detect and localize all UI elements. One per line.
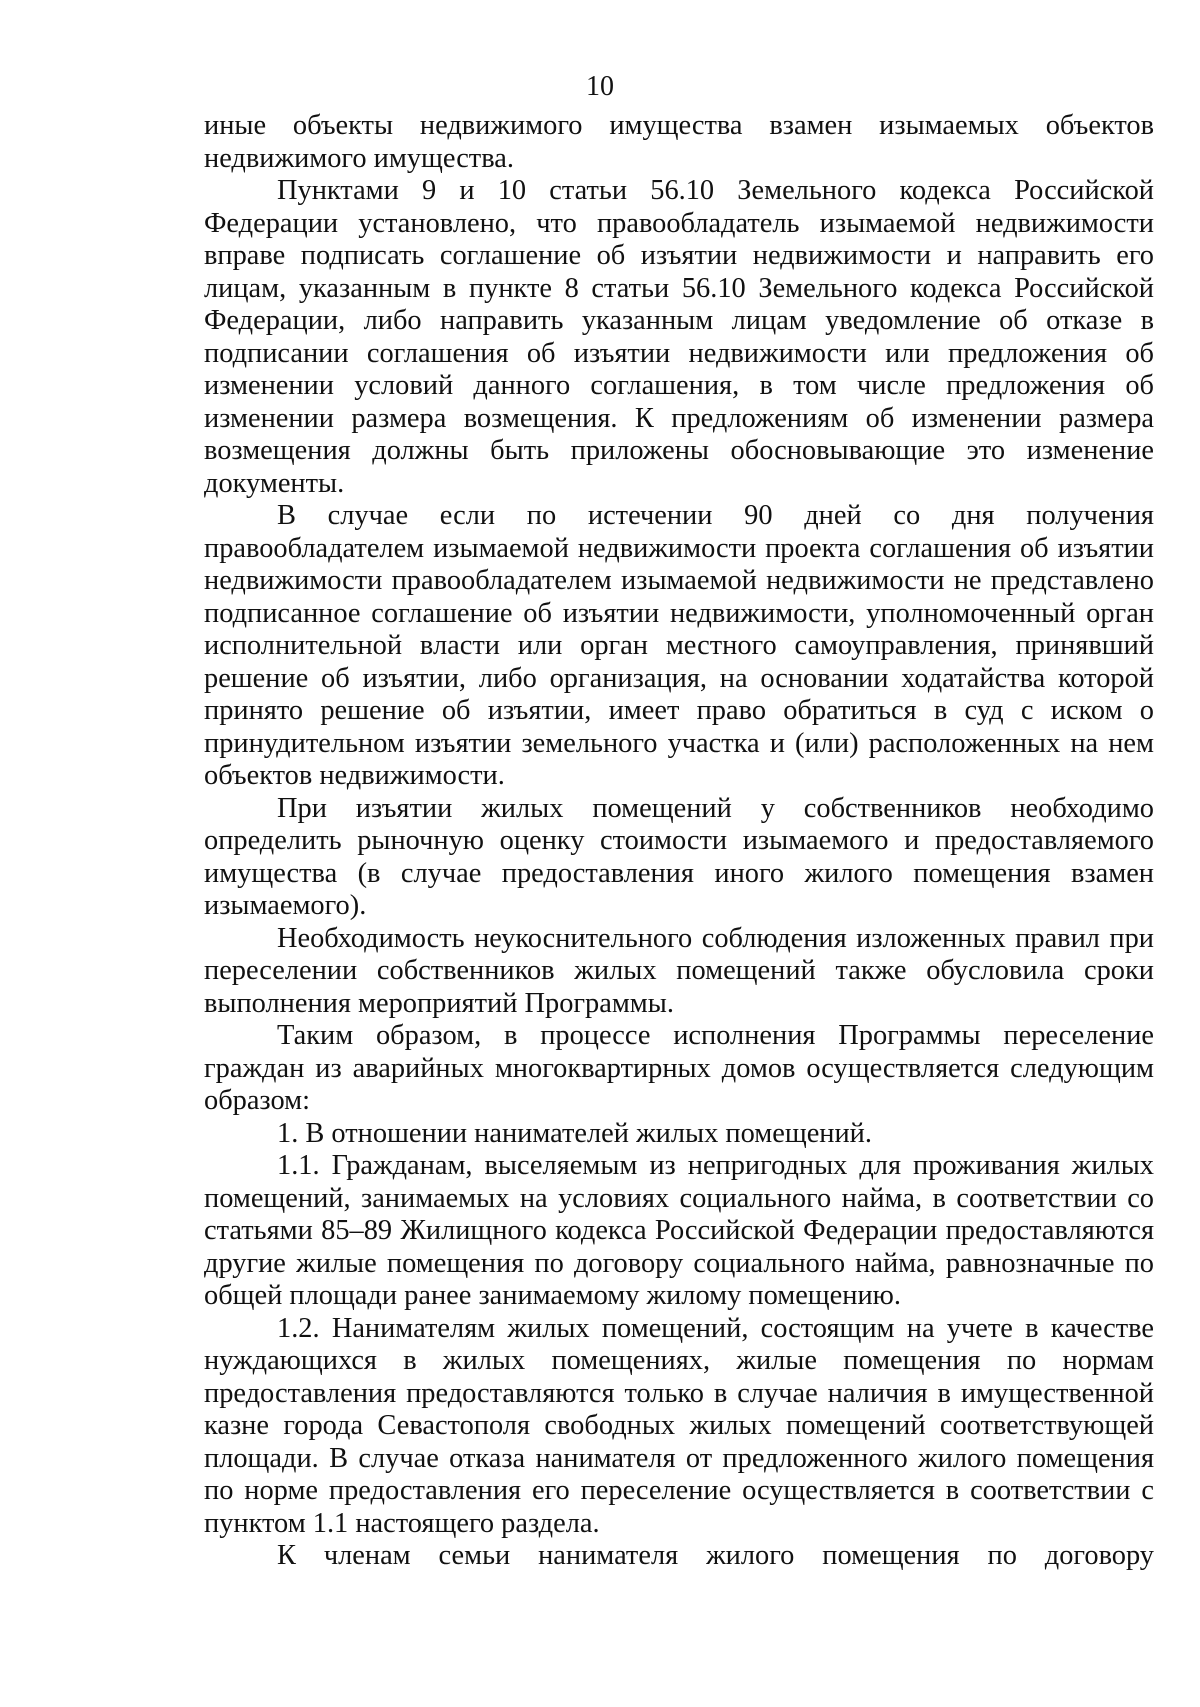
page-number: 10 — [586, 71, 614, 102]
paragraph-item-1-1: 1.1. Гражданам, выселяемым из непригодных для проживания жилых помещений, занимаемых на условиях социального найма, в соответствии со статьями 85–89 Жилищного кодекса Российской Федерации предоставляются другие жилые помещения по договору социального найма, равнозначные по общей площади ранее занимаемому жилому помещению. — [204, 1150, 1154, 1311]
paragraph-market-valuation: При изъятии жилых помещений у собственников необходимо определить рыночную оценку стоимости изымаемого и предоставляемого имущества (в случае предоставления иного жилого помещения взамен изымаемого). — [204, 792, 1154, 921]
paragraph-family-members: К членам семьи нанимателя жилого помещения по договору — [277, 1540, 1154, 1571]
document-body — [204, 110, 1154, 1573]
paragraph-item-1-2: 1.2. Нанимателям жилых помещений, состоящим на учете в качестве нуждающихся в жилых помещениях, жилые помещения по нормам предоставления предоставляются только в случае наличия в имущественной казне города Севастополя свободных жилых помещений соответствующей площади. В случае отказа нанимателя от предложенного жилого помещения по норме предоставления его переселение осуществляется в соответствии с пунктом 1.1 настоящего раздела. — [204, 1312, 1154, 1539]
paragraph-resettlement-procedure: Таким образом, в процессе исполнения Программы переселение граждан из аварийных многоквартирных домов осуществляется следующим образом: — [204, 1020, 1154, 1116]
paragraph-article-56-10: Пунктами 9 и 10 статьи 56.10 Земельного кодекса Российской Федерации установлено, что правообладатель изымаемой недвижимости вправе подписать соглашение об изъятии недвижимости и направить его лицам, указанным в пункте 8 статьи 56.10 Земельного кодекса Российской Федерации, либо направить указанным лицам уведомление об отказе в подписании соглашения об изъятии недвижимости или предложения об изменении условий данного соглашения, в том числе предложения об изменении размера возмещения. К предложениям об изменении размера возмещения должны быть приложены обосновывающие это изменение документы. — [204, 175, 1154, 499]
paragraph-90-days: В случае если по истечении 90 дней со дня получения правообладателем изымаемой недвижимости проекта соглашения об изъятии недвижимости правообладателем изымаемой недвижимости не представлено подписанное соглашение об изъятии недвижимости, уполномоченный орган исполнительной власти или орган местного самоуправления, принявший решение об изъятии, либо организация, на основании ходатайства которой принято решение об изъятии, имеет право обратиться в суд с иском о принудительном изъятии земельного участка и (или) расположенных на нем объектов недвижимости. — [204, 500, 1154, 791]
paragraph-item-1: 1. В отношении нанимателей жилых помещений. — [277, 1117, 872, 1149]
paragraph-program-deadlines: Необходимость неукоснительного соблюдения изложенных правил при переселении собственников жилых помещений также обусловила сроки выполнения мероприятий Программы. — [204, 922, 1154, 1019]
paragraph-continuation: иные объекты недвижимого имущества взамен изымаемых объектов недвижимого имущества. — [204, 110, 1154, 174]
